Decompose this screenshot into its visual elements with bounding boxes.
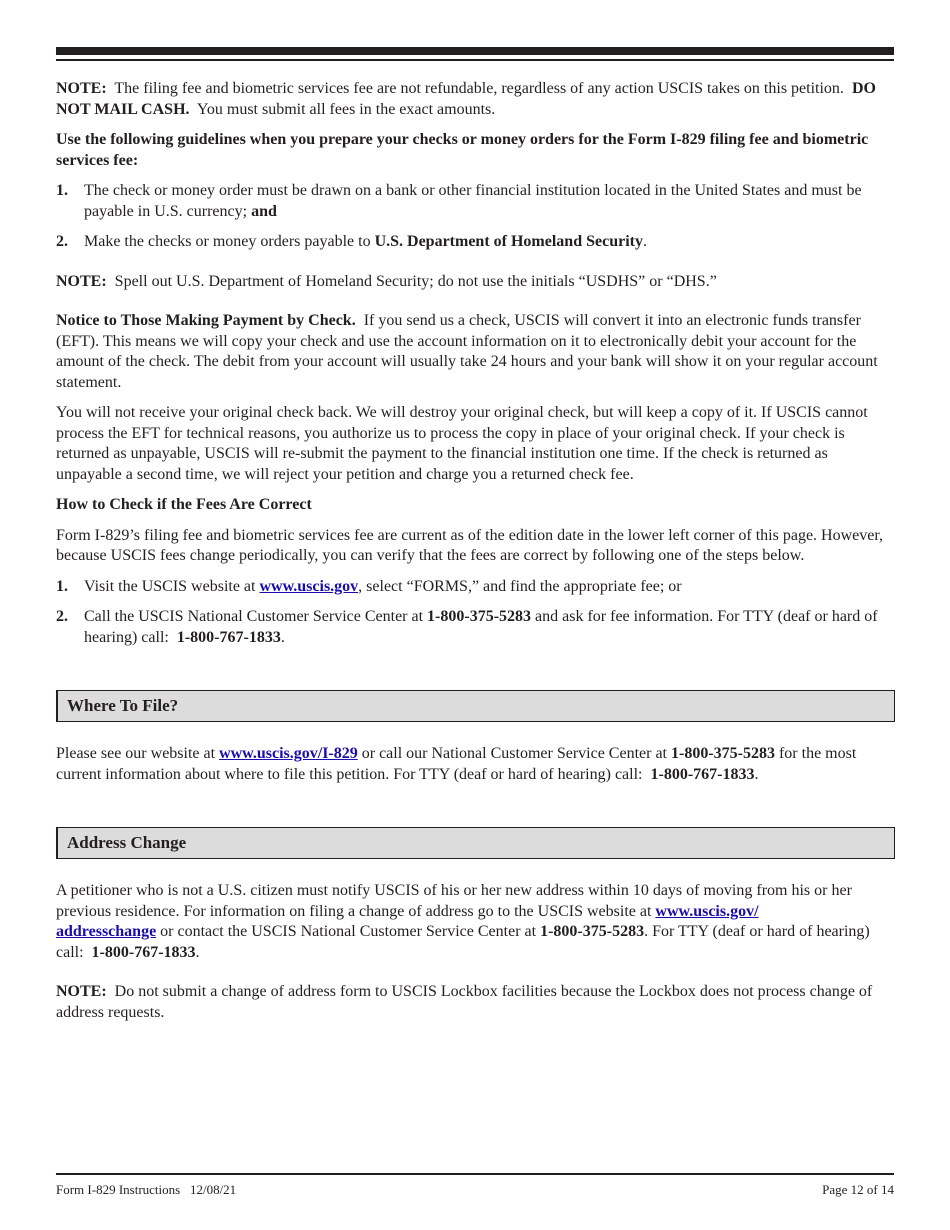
page-content (56, 79, 896, 1033)
fees-check-intro: Form I-829’s filing fee and biometric services fee are current as of the edition date in the lower left corner of this page. However, because USCIS fees change periodically, you can verify that the fees are correct by following one of the steps below. (56, 526, 884, 564)
list-item: 2. Make the checks or money orders payable to U.S. Department of Homeland Security. (56, 233, 647, 250)
i829-website-link[interactable]: www.uscis.gov/I-829 (219, 745, 358, 762)
note-label: NOTE: (56, 80, 107, 97)
check-notice-title: Notice to Those Making Payment by Check. (56, 312, 356, 329)
where-to-file-text: Please see our website at www.uscis.gov/I-829 or call our National Customer Service Center at 1-800-375-5283 for the most current information about where to file this petition. For TTY (deaf or hard of hearing) call: 1-800-767-1833. (56, 745, 857, 783)
note-text: The filing fee and biometric services fee are not refundable, regardless of any action USCIS takes on this petition. (114, 80, 844, 97)
ncsc-phone: 1-800-375-5283 (427, 608, 532, 625)
check-payment-paragraph: You will not receive your original check back. We will destroy your original check, but will keep a copy of it. If USCIS cannot process the EFT for technical reasons, you authorize us to process the copy in place of your original check. If your check is returned as unpayable, USCIS will re-submit the payment to the financial institution one time. If the check is returned as unpayable a second time, we will reject your petition and charge you a returned check fee. (56, 404, 868, 483)
list-item: 1. Visit the USCIS website at www.uscis.gov, select “FORMS,” and find the appropriate fee; or (56, 577, 682, 595)
footer-page-number: Page 12 of 14 (822, 1182, 894, 1197)
note-text-end: You must submit all fees in the exact amounts. (196, 100, 496, 118)
fee-note (56, 79, 896, 120)
address-change-text: A petitioner who is not a U.S. citizen must notify USCIS of his or her new address within 10 days of moving from his or her previous residence. For information on filing a change of address go to the USCIS website at www.uscis.gov/ addresschange or contact the USCIS National Customer Service Center at 1-800-375-5283. For TTY (deaf or hard of hearing) call: 1-800-767-1833. (56, 882, 870, 961)
check-payment-notice: Notice to Those Making Payment by Check. If you send us a check, USCIS will convert it into an electronic funds transfer (EFT). This means we will copy your check and use the account information on it to electronically debit your account for the amount of the check. The debit from your account will usually take 24 hours and your bank will show it on your regular account statement. (56, 312, 878, 391)
fees-check-list (56, 577, 896, 649)
fees-check-heading: How to Check if the Fees Are Correct (56, 496, 312, 513)
guidelines-list (56, 181, 896, 253)
list-item: 2. Call the USCIS National Customer Service Center at 1-800-375-5283 and ask for fee information. For TTY (deaf or hard of hearing) call: 1-800-767-1833. (56, 608, 878, 646)
list-item: 1. The check or money order must be drawn on a bank or other financial institution located in the United States and must be payable in U.S. currency; and (56, 182, 862, 220)
top-thin-rule (56, 59, 894, 61)
address-change-header: Address Change (56, 827, 895, 859)
top-thick-rule (56, 47, 894, 55)
address-change-link[interactable]: www.uscis.gov/ addresschange (56, 902, 759, 940)
lockbox-note: NOTE: Do not submit a change of address form to USCIS Lockbox facilities because the Lockbox does not process change of address requests. (56, 983, 873, 1021)
guidelines-heading: Use the following guidelines when you prepare your checks or money orders for the Form I-829 filing fee and biometric services fee: (56, 131, 869, 169)
no-cash-warning: DO NOT MAIL CASH. (56, 80, 876, 118)
uscis-website-link[interactable]: www.uscis.gov (259, 577, 359, 595)
dhs-note: NOTE: Spell out U.S. Department of Homeland Security; do not use the initials “USDHS” or “DHS.” (56, 272, 717, 290)
where-to-file-header: Where To File? (56, 690, 895, 722)
footer-form-edition: Form I-829 Instructions 12/08/21 (56, 1182, 237, 1197)
footer-rule (56, 1173, 894, 1175)
tty-phone: 1-800-767-1833 (176, 628, 281, 646)
